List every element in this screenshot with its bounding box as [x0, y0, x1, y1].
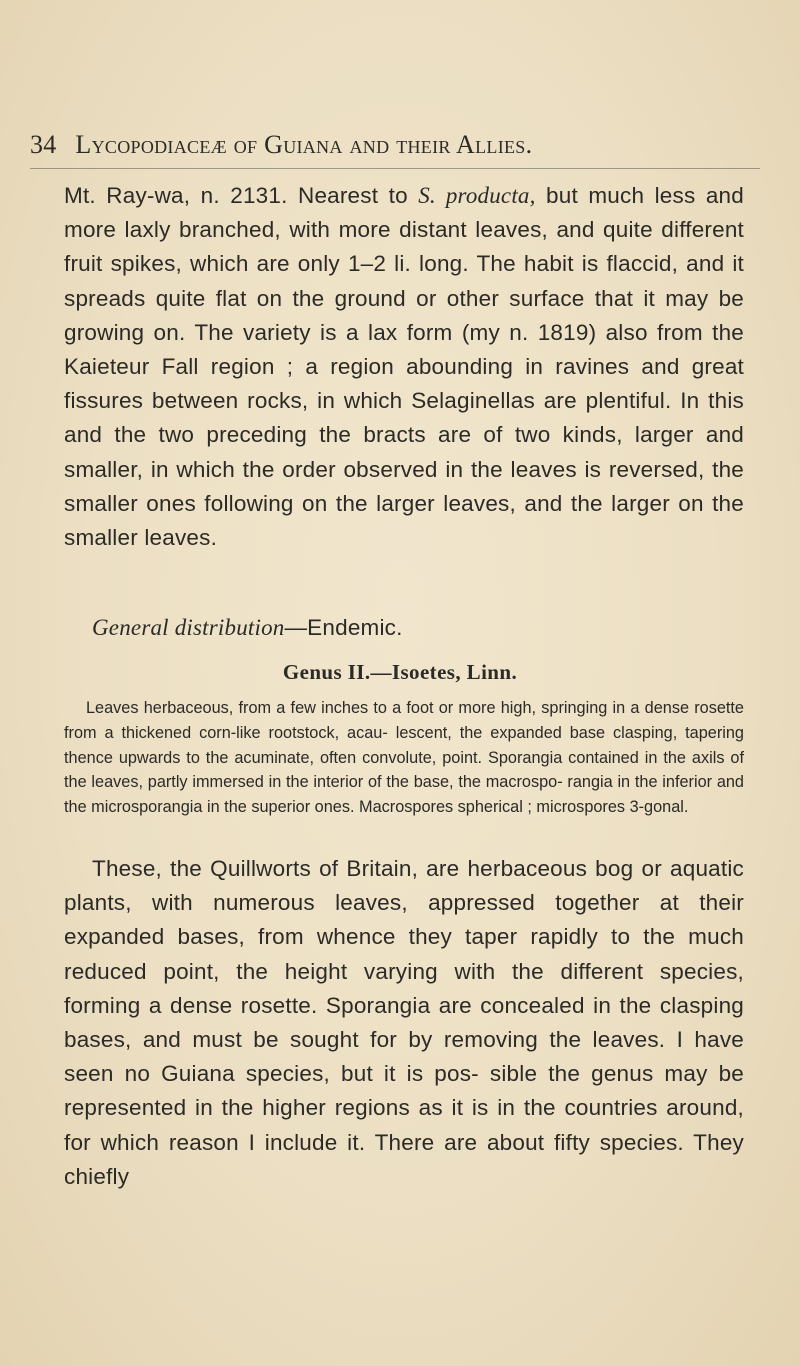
- distribution-label: General distribution: [92, 615, 285, 640]
- species-name-italic: S. producta,: [418, 183, 536, 208]
- paragraph1-text-start: Mt. Ray-wa, n. 2131. Nearest to: [64, 183, 419, 208]
- paragraph1-text-rest: but much less and more laxly branched, with more distant leaves, and quite different fruit spikes, which are only 1–2 li. long. The habit is flaccid, and it spreads quite flat on the ground or other surface that it may be growing on. The variety is a lax form (my n. 1819) also from the Kaieteur Fall region ; a region abounding in ravines and great fissures between rocks, in which Selaginellas are plentiful. In this and the two preceding the bracts are of two kinds, larger and smaller, in which the order observed in the leaves is reversed, the smaller ones following on the larger leaves, and the larger on the smaller leaves.: [64, 183, 744, 551]
- page-number: 34: [30, 130, 57, 159]
- header-rule: [30, 168, 760, 169]
- general-distribution-line: [64, 611, 744, 645]
- paragraph-producta-comparison: [64, 179, 744, 555]
- paragraph-quillworts: These, the Quillworts of Britain, are herbaceous bog or aquatic plants, with numerous leaves, appressed together at their expanded bases, from whence they taper rapidly to the much reduced point, the height varying with the different species, forming a dense rosette. Sporangia are concealed in the clasping bases, and must be sought for by removing the leaves. I have seen no Guiana species, but it is pos- sible the genus may be represented in the higher regions as it is in the countries around, for which reason I include it. There are about fifty species. They chiefly: [64, 856, 744, 1189]
- running-title: Lycopodiaceæ of Guiana and their Allies.: [75, 130, 533, 159]
- genus-heading: Genus II.—Isoetes, Linn.: [282, 660, 518, 684]
- page-header: [30, 130, 760, 160]
- genus-description: Leaves herbaceous, from a few inches to a foot or more high, springing in a dense rosette from a thickened corn-like rootstock, acau- lescent, the expanded base clasping, tapering thence upwards to the acuminate, often convolute, point. Sporangia contained in the axils of the leaves, partly immersed in the interior of the base, the macrospo- rangia in the inferior and the microsporangia in the superior ones. Macrospores spherical ; microspores 3-gonal.: [64, 699, 744, 817]
- distribution-value: —Endemic.: [284, 615, 403, 640]
